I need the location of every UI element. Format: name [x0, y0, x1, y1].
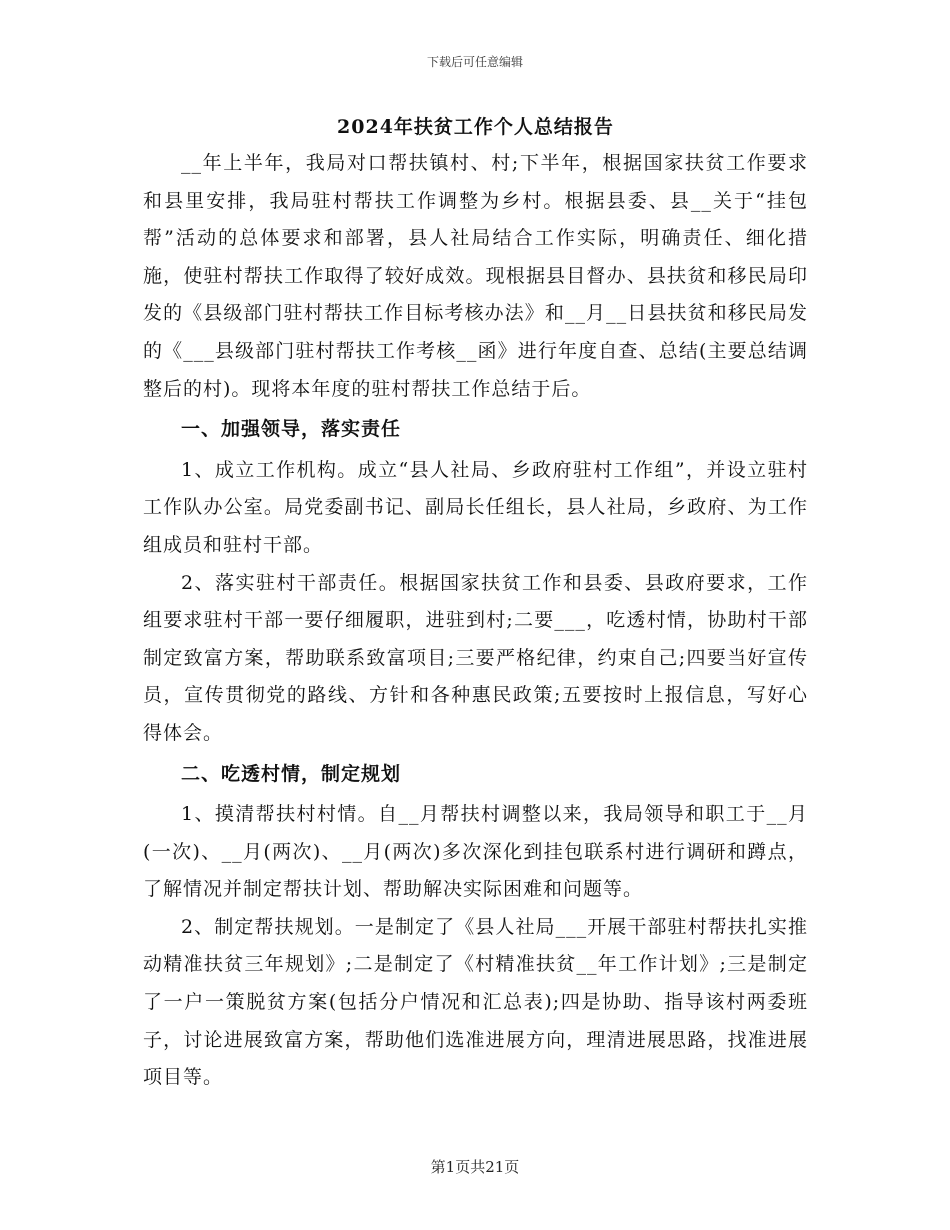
section-2-paragraph-2: 2、制定帮扶规划。一是制定了《县人社局___开展干部驻村帮扶扎实推动精准扶贫三年规划》;二是制定了《村精准扶贫__年工作计划》;三是制定了一户一策脱贫方案(包括分户情况和汇总表);四是协助、指导该村两委班子，讨论进展致富方案，帮助他们选准进展方向，理清进展思路，找准进展项目等。 — [143, 915, 808, 1089]
document-body — [143, 112, 808, 1097]
document-title: 2024年扶贫工作个人总结报告 — [337, 116, 614, 138]
section-1-paragraph-1: 1、成立工作机构。成立“县人社局、乡政府驻村工作组”，并设立驻村工作队办公室。局党委副书记、副局长任组长，县人社局，乡政府、为工作组成员和驻村干部。 — [143, 458, 808, 556]
section-heading-1: 一、加强领导，落实责任 — [181, 418, 402, 441]
section-heading-2: 二、吃透村情，制定规划 — [181, 762, 402, 785]
section-2-paragraph-1: 1、摸清帮扶村村情。自__月帮扶村调整以来，我局领导和职工于__月(一次)、__月(两次)、__月(两次)多次深化到挂包联系村进行调研和蹲点，了解情况并制定帮扶计划、帮助解决实际困难和问题等。 — [143, 803, 808, 901]
page-footer: 第1页共21页 — [430, 1158, 520, 1176]
section-1-paragraph-2: 2、落实驻村干部责任。根据国家扶贫工作和县委、县政府要求，工作组要求驻村干部一要仔细履职，进驻到村;二要___，吃透村情，协助村干部制定致富方案，帮助联系致富项目;三要严格纪律，约束自己;四要当好宣传员，宣传贯彻党的路线、方针和各种惠民政策;五要按时上报信息，写好心得体会。 — [143, 571, 808, 744]
intro-paragraph: __年上半年，我局对口帮扶镇村、村;下半年，根据国家扶贫工作要求和县里安排，我局驻村帮扶工作调整为乡村。根据县委、县__关于“挂包帮”活动的总体要求和部署，县人社局结合工作实际，明确责任、细化措施，使驻村帮扶工作取得了较好成效。现根据县目督办、县扶贫和移民局印发的《县级部门驻村帮扶工作目标考核办法》和__月__日县扶贫和移民局发的《___县级部门驻村帮扶工作考核__函》进行年度自查、总结(主要总结调整后的村)。现将本年度的驻村帮扶工作总结于后。 — [143, 152, 808, 400]
page-header-note: 下载后可任意编辑 — [426, 55, 523, 69]
